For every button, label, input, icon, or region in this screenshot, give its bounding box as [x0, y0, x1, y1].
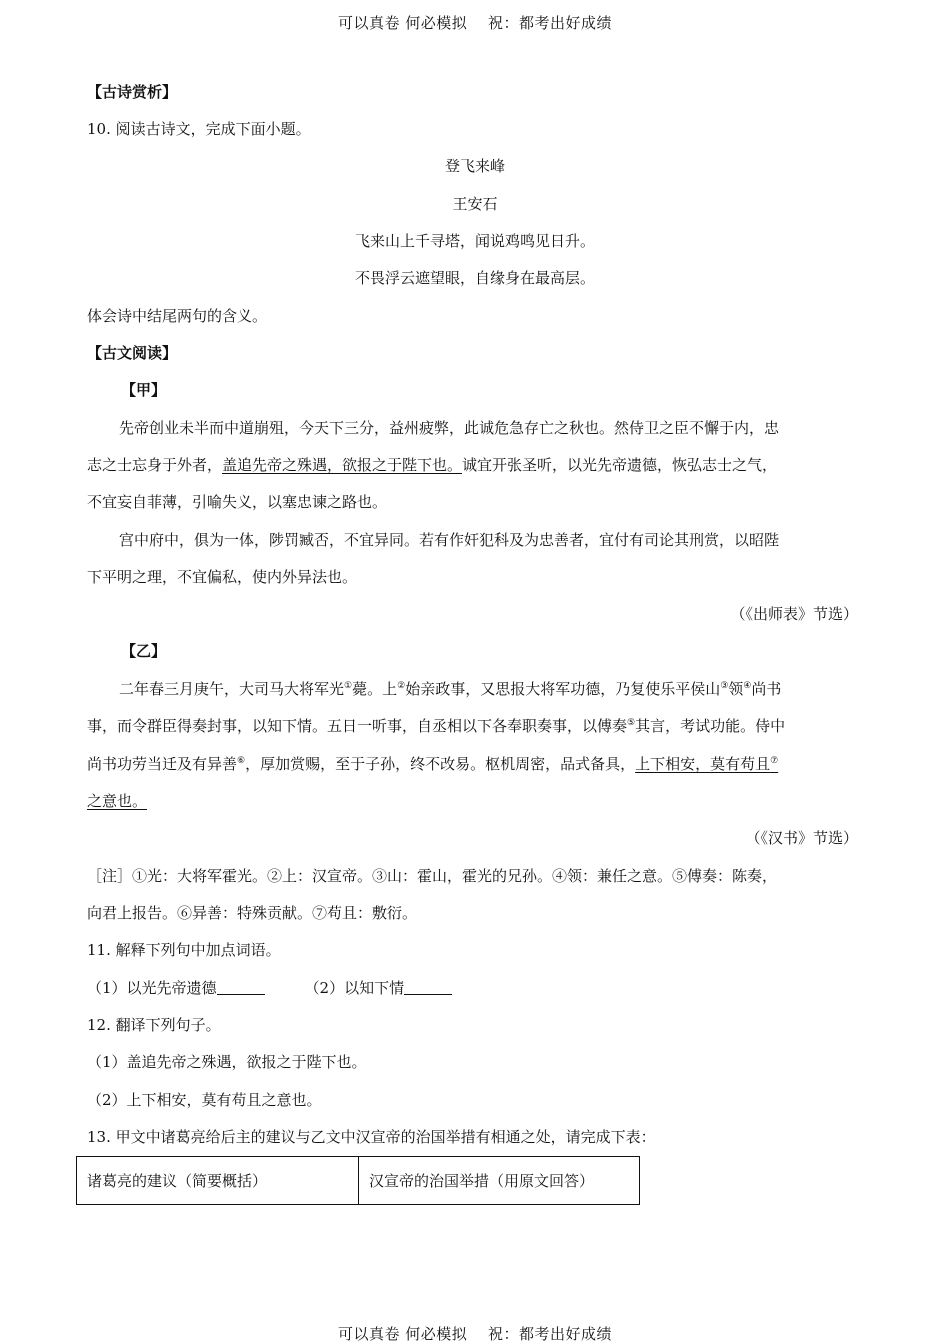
- passage-yi-line-1: 二年春三月庚午，大司马大将军光①薨。上②始亲政事，又思报大将军功德，乃复使乐平侯山③领④尚书: [119, 680, 782, 698]
- question-10-task: 体会诗中结尾两句的含义。: [87, 307, 268, 325]
- passage-yi-source: （《汉书》节选）: [745, 829, 858, 847]
- passage-jia-line-1: 先帝创业未半而中道崩殂，今天下三分，益州疲弊，此诚危急存亡之秋也。然侍卫之臣不懈于内，忠: [119, 419, 780, 437]
- passage-yi-line-2: 事，而令群臣得奏封事，以知下情。五日一听事，自丞相以下各奉职奏事，以傅奏⑤其言，考试功能。侍中: [87, 717, 786, 735]
- answer-blank-2[interactable]: [404, 980, 452, 995]
- poem-author: 王安石: [452, 195, 498, 213]
- question-13-stem: 13. 甲文中诸葛亮给后主的建议与乙文中汉宣帝的治国举措有相通之处，请完成下表：: [87, 1128, 656, 1146]
- underlined-sentence-yi: 上下相安，莫有苟且⑦: [635, 755, 779, 773]
- question-11-stem: 11. 解释下列句中加点词语。: [87, 941, 281, 959]
- question-11-items: （1）以光先帝遗德 （2）以知下情: [87, 978, 858, 998]
- passage-jia-line-4: 宫中府中，俱为一体，陟罚臧否，不宜异同。若有作奸犯科及为忠善者，宜付有司论其刑赏，以昭陛: [119, 531, 780, 549]
- page-header: 可以真卷 何必模拟 祝：都考出好成绩: [337, 14, 613, 32]
- passage-jia-label: 【甲】: [121, 381, 167, 399]
- poem-line-1: 飞来山上千寻塔，闻说鸡鸣见日升。: [354, 232, 595, 250]
- poem-line-2: 不畏浮云遮望眼，自缘身在最高层。: [354, 269, 595, 287]
- answer-blank-1[interactable]: [217, 980, 265, 995]
- passage-jia-line-5: 下平明之理，不宜偏私，使内外异法也。: [87, 568, 358, 586]
- table-header-zhuge-liang: 诸葛亮的建议（简要概括）: [77, 1157, 359, 1205]
- section-title-poetry: 【古诗赏析】: [87, 83, 178, 101]
- section-title-classical: 【古文阅读】: [87, 344, 178, 362]
- table-header-han-xuandi: 汉宣帝的治国举措（用原文回答）: [359, 1157, 640, 1205]
- passage-yi-line-4: 之意也。: [87, 792, 148, 810]
- passage-jia-source: （《出师表》节选）: [730, 605, 858, 623]
- notes-line-2: 向君上报告。⑥异善：特殊贡献。⑦苟且：敷衍。: [87, 904, 418, 922]
- passage-yi-label: 【乙】: [121, 642, 167, 660]
- underlined-sentence-jia: 盖追先帝之殊遇，欲报之于陛下也。: [222, 456, 463, 474]
- notes-line-1: ［注］①光：大将军霍光。②上：汉宣帝。③山：霍山，霍光的兄孙。④领：兼任之意。⑤傅奏：陈奏，: [87, 867, 778, 885]
- question-12-item-1: （1）盖追先帝之殊遇，欲报之于陛下也。: [87, 1053, 367, 1071]
- passage-jia-line-3: 不宜妄自菲薄，引喻失义，以塞忠谏之路也。: [87, 493, 388, 511]
- passage-jia-line-2: 志之士忘身于外者，盖追先帝之殊遇，欲报之于陛下也。诚宜开张圣听，以光先帝遗德，恢弘志士之气，: [87, 456, 778, 474]
- page-footer: 可以真卷 何必模拟 祝：都考出好成绩: [337, 1325, 613, 1343]
- passage-yi-line-3: 尚书功劳当迁及有异善⑥，厚加赏赐，至于子孙，终不改易。枢机周密，品式备具，上下相安，莫有苟且⑦: [87, 755, 779, 773]
- answer-table: [76, 1156, 640, 1205]
- question-12-item-2: （2）上下相安，莫有苟且之意也。: [87, 1091, 322, 1109]
- question-12-stem: 12. 翻译下列句子。: [87, 1016, 221, 1034]
- question-10-stem: 10. 阅读古诗文，完成下面小题。: [87, 120, 311, 138]
- poem-title: 登飞来峰: [444, 157, 505, 175]
